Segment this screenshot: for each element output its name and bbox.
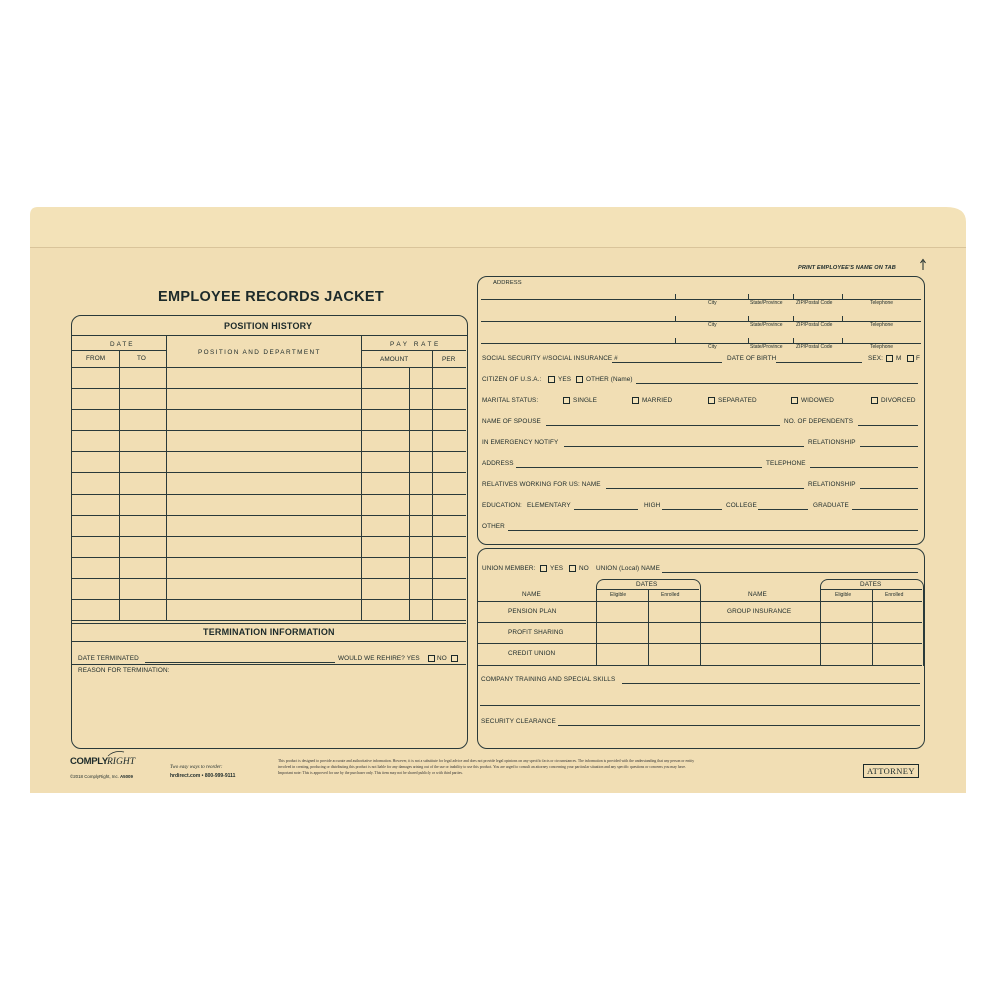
union-yes-label: YES [550, 565, 564, 572]
city-caption: City [708, 322, 717, 328]
column-divider-position-pay [361, 335, 362, 620]
relationship2-label: RELATIONSHIP [808, 481, 856, 488]
table-row-line [72, 494, 466, 495]
address-line[interactable] [481, 321, 921, 322]
citizen-other-checkbox[interactable] [576, 376, 583, 383]
column-divider-from-to [119, 350, 120, 620]
to-header: TO [137, 355, 146, 362]
column-divider-date-position [166, 335, 167, 620]
telephone-label: TELEPHONE [766, 460, 806, 467]
address-field-divider [793, 294, 794, 299]
complyright-logo [70, 750, 135, 767]
zip-caption: ZIP/Postal Code [796, 344, 833, 350]
address-line[interactable] [481, 299, 921, 300]
relatives-label: RELATIVES WORKING FOR US: NAME [482, 481, 601, 488]
address-field-divider [793, 338, 794, 343]
telephone-caption: Telephone [870, 322, 894, 328]
benefit-name-header: NAME [522, 591, 541, 598]
column-divider-amount-per [432, 350, 433, 620]
state-caption: State/Province [750, 300, 783, 306]
rehire-label: WOULD WE REHIRE? YES [338, 655, 420, 662]
citizen-label: CITIZEN OF U.S.A.: [482, 376, 542, 383]
union-no-label: NO [579, 565, 589, 572]
training-label: COMPANY TRAINING AND SPECIAL SKILLS [481, 676, 616, 683]
state-caption: State/Province [750, 322, 783, 328]
sex-m-label: M [896, 355, 902, 362]
address-field-divider [675, 316, 676, 321]
table-row-line [72, 409, 466, 410]
eligible-header-left: Eligible [610, 592, 627, 598]
tab-instruction: PRINT EMPLOYEE'S NAME ON TAB [798, 265, 896, 271]
other-education-label: OTHER [482, 523, 505, 530]
address-field-divider [748, 294, 749, 299]
citizen-yes-label: YES [558, 376, 572, 383]
table-row-line [72, 472, 466, 473]
address-field-divider [675, 338, 676, 343]
sex-f-label: F [916, 355, 921, 362]
dates-header-right: DATES [860, 581, 882, 588]
ssn-label: SOCIAL SECURITY #/SOCIAL INSURANCE # [482, 355, 618, 362]
union-yes-checkbox[interactable] [540, 565, 547, 572]
sex-f-checkbox[interactable] [907, 355, 914, 362]
pension-plan-label: PENSION PLAN [508, 608, 557, 615]
zip-caption: ZIP/Postal Code [796, 300, 833, 306]
city-caption: City [708, 344, 717, 350]
citizen-yes-checkbox[interactable] [548, 376, 555, 383]
disclaimer-line-3: Important note: This is approved for use by the purchaser only. This item may not be shared publicly or with third parties. [278, 771, 463, 775]
address-field-divider [842, 338, 843, 343]
marital-label: MARITAL STATUS: [482, 397, 539, 404]
group-insurance-label: GROUP INSURANCE [727, 608, 792, 615]
eligible-header-right: Eligible [835, 592, 852, 598]
arrow-up-icon [919, 259, 927, 271]
sex-m-checkbox[interactable] [886, 355, 893, 362]
column-divider-amount-cents [409, 367, 410, 620]
security-clearance-label: SECURITY CLEARANCE [481, 718, 556, 725]
position-department-header: POSITION AND DEPARTMENT [198, 349, 321, 356]
address-field-divider [793, 316, 794, 321]
table-row-line [72, 430, 466, 431]
divorced-checkbox[interactable] [871, 397, 878, 404]
spouse-label: NAME OF SPOUSE [482, 418, 541, 425]
svg-text:COMPLY: COMPLY [70, 756, 108, 767]
profit-sharing-label: PROFIT SHARING [508, 629, 564, 636]
disclaimer-line-2: involved in creating, producing or distributing this product is not liable for any damages arising out of the use or inability to use this product. You are urged to consult an attorney concerning your particular situation and any specific questions or concerns you may have. [278, 765, 687, 769]
union-no-checkbox[interactable] [569, 565, 576, 572]
single-label: SINGLE [573, 397, 598, 404]
widowed-label: WIDOWED [801, 397, 835, 404]
relationship-label: RELATIONSHIP [808, 439, 856, 446]
termination-heading: TERMINATION INFORMATION [203, 627, 335, 637]
married-checkbox[interactable] [632, 397, 639, 404]
divorced-label: DIVORCED [881, 397, 916, 404]
dob-label: DATE OF BIRTH [727, 355, 777, 362]
grid-header-rule [72, 367, 466, 368]
graduate-label: GRADUATE [813, 502, 849, 509]
address-field-divider [675, 294, 676, 299]
dates-header-left: DATES [636, 581, 658, 588]
benefit-name2-header: NAME [748, 591, 767, 598]
separated-label: SEPARATED [718, 397, 757, 404]
address2-label: ADDRESS [482, 460, 514, 467]
size-badge: ATTORNEY [863, 764, 919, 778]
emergency-label: IN EMERGENCY NOTIFY [482, 439, 559, 446]
per-header: PER [442, 356, 456, 363]
disclaimer-line-1: This product is designed to provide accurate and authoritative information. However, it is not a substitute for legal advice and does not provide legal opinions on any specific facts or circumstances. The information is provided with the understanding that any person or entity [278, 759, 695, 763]
table-row-line [72, 557, 466, 558]
enrolled-header-right: Enrolled [885, 592, 904, 598]
amount-header: AMOUNT [380, 356, 409, 363]
state-caption: State/Province [750, 344, 783, 350]
table-row-line [72, 451, 466, 452]
zip-caption: ZIP/Postal Code [796, 322, 833, 328]
table-row-line [72, 599, 466, 600]
college-label: COLLEGE [726, 502, 757, 509]
single-checkbox[interactable] [563, 397, 570, 404]
address-field-divider [842, 294, 843, 299]
date-header: DATE [110, 341, 135, 348]
citizen-other-label: OTHER (Name) [586, 376, 633, 383]
widowed-checkbox[interactable] [791, 397, 798, 404]
union-name-label: UNION (Local) NAME [596, 565, 660, 572]
enrolled-header-left: Enrolled [661, 592, 680, 598]
svg-text:RIGHT: RIGHT [107, 757, 135, 767]
table-row-line [72, 536, 466, 537]
address-line[interactable] [481, 343, 921, 344]
telephone-caption: Telephone [870, 300, 894, 306]
date-terminated-label: DATE TERMINATED [78, 655, 139, 662]
rehire-no-label: NO [437, 655, 447, 662]
pay-rate-header: PAY RATE [390, 341, 441, 348]
separated-checkbox[interactable] [708, 397, 715, 404]
reason-label: REASON FOR TERMINATION: [78, 667, 170, 674]
address-field-divider [748, 316, 749, 321]
position-history-heading: POSITION HISTORY [224, 321, 313, 331]
high-label: HIGH [644, 502, 661, 509]
folder-back-flap [30, 207, 966, 248]
from-header: FROM [86, 355, 106, 362]
married-label: MARRIED [642, 397, 673, 404]
address-field-divider [748, 338, 749, 343]
sex-label: SEX: [868, 355, 883, 362]
telephone-caption: Telephone [870, 344, 894, 350]
reorder-line-1: Two easy ways to reorder: [170, 765, 223, 770]
city-caption: City [708, 300, 717, 306]
jacket-title: EMPLOYEE RECORDS JACKET [158, 289, 385, 305]
union-member-label: UNION MEMBER: [482, 565, 536, 572]
rehire-yes-checkbox[interactable] [428, 655, 435, 662]
table-row-line [72, 578, 466, 579]
elementary-label: ELEMENTARY [527, 502, 571, 509]
copyright-text: ©2018 ComplyRight, Inc. [70, 774, 119, 779]
table-row-line [72, 388, 466, 389]
rehire-no-checkbox[interactable] [451, 655, 458, 662]
address-field-divider [842, 316, 843, 321]
credit-union-label: CREDIT UNION [508, 650, 556, 657]
table-row-line [72, 515, 466, 516]
reorder-line-2[interactable]: hrdirect.com • 800-999-9111 [170, 773, 236, 779]
address-label: ADDRESS [493, 280, 522, 286]
item-number: A5009 [120, 774, 133, 779]
education-label: EDUCATION: [482, 502, 522, 509]
dependents-label: NO. OF DEPENDENTS [784, 418, 854, 425]
